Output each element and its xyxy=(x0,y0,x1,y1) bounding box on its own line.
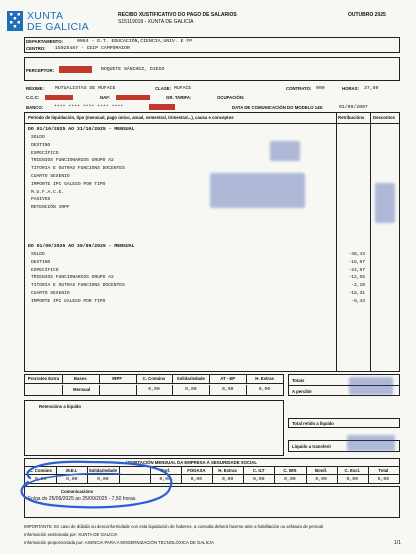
contribution-header: C. ILT xyxy=(252,468,265,473)
contribution-value: 0,00 xyxy=(252,477,265,482)
scribble-mark xyxy=(375,183,395,223)
regime-value: MUTUALISTAS DE MUFACE xyxy=(55,86,116,91)
contribution-headers xyxy=(25,467,399,474)
regime-label: RÉXIME: xyxy=(26,86,44,91)
retentions-label: Retencións a líquido xyxy=(39,404,82,409)
hours-label: HORAS: xyxy=(342,86,359,91)
transfer-label: Líquido a transferir xyxy=(292,444,332,449)
contribution-header: Prof. xyxy=(160,468,171,473)
concept-label: IMPORTE IPC GALEGO POR TIPO xyxy=(31,298,106,304)
concept-label: SOLDO xyxy=(31,252,45,257)
concept-label: TRIENIOS FUNCIONARIOS GRUPO A2 xyxy=(31,275,114,281)
contribution-value: 0,00 xyxy=(159,477,171,482)
concept-label: SOLDO xyxy=(31,135,45,140)
scribble-mark xyxy=(270,141,300,161)
contribution-value: 0,00 xyxy=(377,477,390,482)
class-value: MUFACE xyxy=(174,86,192,91)
contribution-value: 0,00 xyxy=(284,477,296,482)
totals-box xyxy=(24,374,284,396)
contribution-header: Solidariedade xyxy=(88,468,117,473)
concept-label: M.U.F.A.C.E. xyxy=(31,189,65,195)
head-retrib: Retribucións xyxy=(338,115,365,120)
receive-label: A percibir xyxy=(292,389,312,394)
totals-headers xyxy=(25,375,283,383)
comm-date-value: 01/09/2007 xyxy=(339,105,368,110)
totals-value: 0,00 xyxy=(258,387,271,392)
doc-code: S15119018 - XUNTA DE GALICIA xyxy=(118,19,194,25)
section-header: DO 01/10/2025 AO 31/10/2025 - MENSUAL xyxy=(28,127,135,132)
net-total-box xyxy=(288,418,400,428)
concept-label: IMPORTE IPC GALEGO POR TIPO xyxy=(31,181,106,187)
contribution-header: Bonif. xyxy=(314,468,328,473)
scribble-mark xyxy=(210,173,305,208)
concept-label: TITORIA E OUTRAS FUNCIONS DOCENTES xyxy=(31,166,125,172)
bank-value: **** **** **** **** **** xyxy=(54,105,124,110)
tariff-label: GR. TARIFA: xyxy=(166,95,192,100)
page-number: 1/1 xyxy=(394,540,401,546)
contribution-box xyxy=(24,458,400,484)
concept-value: -12,55 xyxy=(348,275,365,281)
redacted-block xyxy=(59,66,92,73)
bank-label: BANCO: xyxy=(26,105,44,110)
concept-value: -18,97 xyxy=(348,259,365,265)
logo-line-1: XUNTA xyxy=(27,10,64,22)
concept-value: -38,43 xyxy=(348,252,365,257)
concept-label: DESTINO xyxy=(31,142,51,148)
department-label: DEPARTAMENTO: xyxy=(26,39,63,44)
total-label: Totais xyxy=(292,378,305,383)
doc-title: RECIBO XUSTIFICATIVO DO PAGO DE SALARIOS xyxy=(118,12,237,18)
perceptor-box xyxy=(24,57,400,81)
contribution-value: 0,00 xyxy=(221,477,234,482)
contribution-header: C. IMS xyxy=(283,468,297,473)
contribution-header: Total xyxy=(378,468,389,473)
concept-value: -2,10 xyxy=(351,283,365,289)
concept-label: ESPECÍFICO xyxy=(31,150,59,156)
totals-value: 0,00 xyxy=(185,387,197,392)
contribution-value: 0,00 xyxy=(346,477,358,482)
scallop-emblem-icon xyxy=(6,10,24,32)
ccc-label: C.C.C: xyxy=(26,95,40,100)
totals-values xyxy=(25,385,283,395)
hours-value: 37,50 xyxy=(364,86,379,91)
scribble-mark xyxy=(349,377,393,395)
net-total-label: Total retido a líquido xyxy=(292,421,334,426)
concept-label: TITORIA E OUTRAS FUNCIONS DOCENTES xyxy=(31,283,125,289)
totals-header: Prorrateo Extra xyxy=(27,376,60,381)
comm-date-label: DATA DE COMUNICACIÓN DO MODELO 145: xyxy=(232,105,324,110)
xunta-logo xyxy=(6,8,89,34)
contract-value: 000 xyxy=(316,86,325,91)
department-value: 0064 - D.T. EDUCACIÓN,CIENCIA,UNIV. E FP xyxy=(77,39,193,44)
concept-label: TRIENIOS FUNCIONARIOS GRUPO A2 xyxy=(31,158,114,164)
contribution-values xyxy=(25,475,399,483)
totals-header: H. Extras xyxy=(255,376,274,381)
concept-value: -0,43 xyxy=(351,298,365,304)
concept-value: -18,31 xyxy=(348,291,365,296)
contribution-header: H. Extras xyxy=(218,468,237,473)
footer-managed: Información xestionada por: XUNTA DE GALICIA xyxy=(24,532,118,537)
mensual-label: Mensual xyxy=(73,387,91,392)
contribution-value: 0,00 xyxy=(65,477,78,482)
concept-label: CUARTO SEXENIO xyxy=(31,174,70,179)
totals-value: 0,00 xyxy=(148,387,160,392)
totals-header: C. Comúns xyxy=(142,376,166,381)
redacted-block xyxy=(149,104,175,110)
contribution-header: FOGASA xyxy=(187,468,206,473)
retentions-box xyxy=(24,400,284,456)
redacted-block xyxy=(116,95,150,100)
totals-right-box xyxy=(288,374,400,396)
concept-label: CUARTO SEXENIO xyxy=(31,291,70,296)
class-label: CLASE: xyxy=(155,86,171,91)
concept-value: -24,97 xyxy=(348,267,365,273)
totals-header: AT - EP xyxy=(220,376,236,381)
contribution-header: C. Excl. xyxy=(344,468,360,473)
totals-header: Bases xyxy=(73,376,87,381)
concepts-table xyxy=(24,112,400,372)
head-period: Período de liquidación, tipo (mensual, pago único, anual, semestral, trimestral...), causa e conceptos xyxy=(28,115,234,120)
communications-box xyxy=(24,486,400,518)
concept-label: PASIVOS xyxy=(31,197,51,203)
contract-label: CONTRATO: xyxy=(286,86,312,91)
redacted-block xyxy=(45,95,73,100)
perceptor-value: BOQUETE SÁNCHEZ, DIEGO xyxy=(101,67,165,72)
scribble-mark xyxy=(347,435,395,451)
communications-text: Folga do 25/09/2025 ao 25/09/2025 - 7,50 horas. xyxy=(28,496,137,502)
perceptor-label: PERCEPTOR: xyxy=(26,68,55,73)
totals-header: Solidariedade xyxy=(176,376,205,381)
contribution-value: 0,00 xyxy=(315,477,327,482)
naf-label: NAF: xyxy=(100,95,111,100)
transfer-box xyxy=(288,440,400,452)
contribution-value: 0,00 xyxy=(97,477,109,482)
center-label: CENTRO: xyxy=(26,46,46,51)
period-label: OUTUBRO 2025 xyxy=(348,12,386,18)
contribution-header: C. Comúns xyxy=(29,468,52,473)
department-box xyxy=(24,37,400,53)
totals-header: IRPF xyxy=(112,376,123,381)
contribution-value: 0,00 xyxy=(34,477,47,482)
concept-label: DESTINO xyxy=(31,259,51,265)
center-value: 15025487 - CEIP CAMPOMAIOR xyxy=(55,46,130,51)
footer-important: IMPORTANTE: En caso de dúbida ou desconformidade con esta liquidación de haberes, a consulta deberá facerse ante a habilitación ou xefatura de persoal xyxy=(24,524,324,529)
section-header: DO 01/09/2025 AO 30/09/2025 - MENSUAL xyxy=(28,244,135,249)
totals-value: 0,00 xyxy=(221,387,234,392)
logo-line-2: DE GALICIA xyxy=(27,21,89,33)
contribution-title: APORTACIÓN MENSUAL DA EMPRESA Á SEGURIDADE SOCIAL xyxy=(125,460,258,465)
contribution-value: 0,00 xyxy=(190,477,203,482)
communications-label: Comunicacións xyxy=(61,489,93,494)
occupation-label: OCUPACIÓN: xyxy=(217,95,245,100)
concept-label: ESPECÍFICO xyxy=(31,267,59,273)
footer-provided: Información proporcionada por: AXENCIA PARA A MODERNIZACIÓN TECNOLÓXICA DE GALICIA xyxy=(24,540,214,545)
contribution-header: M.E.I. xyxy=(66,468,78,473)
head-desc: Descontos xyxy=(373,115,395,120)
concept-label: RETENCIÓN IRPF xyxy=(31,205,70,211)
